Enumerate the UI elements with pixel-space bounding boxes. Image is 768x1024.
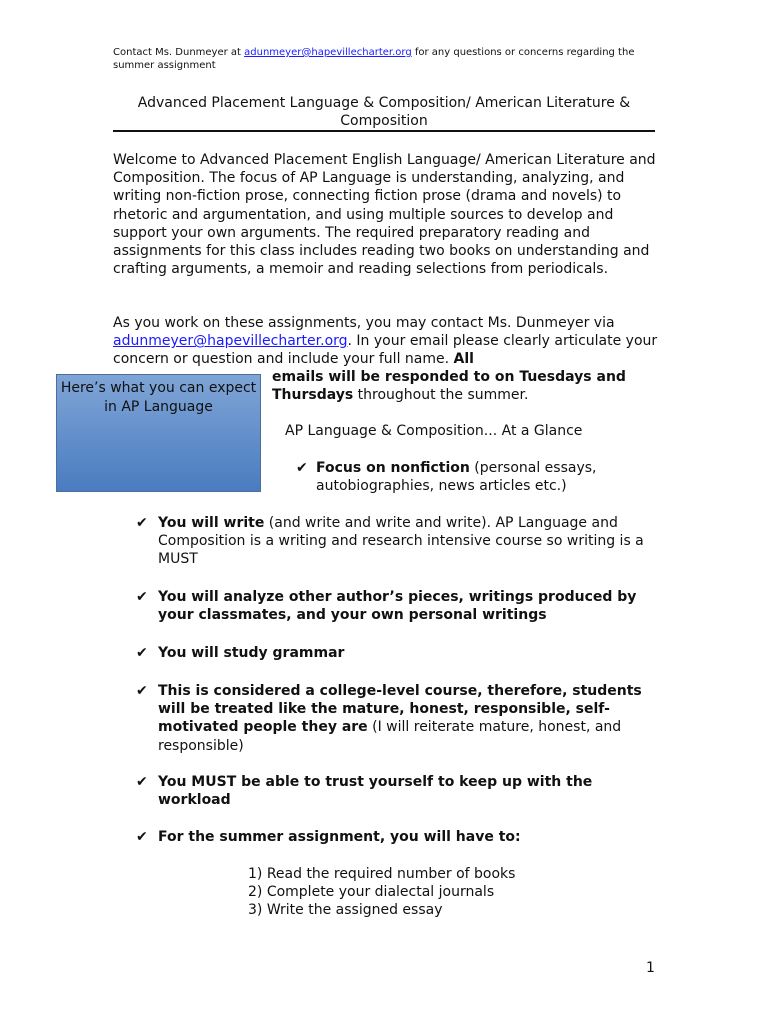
contact-paragraph — [113, 314, 658, 369]
item-bold: Focus on nonfiction — [316, 460, 470, 476]
item-bold: For the summer assignment, you will have to: — [158, 829, 521, 845]
header-suffix: for any questions or concerns regarding the summer assignment — [113, 47, 635, 71]
list-item — [296, 459, 656, 495]
checkmark-icon: ✔ — [136, 515, 148, 531]
checkmark-icon: ✔ — [136, 829, 148, 845]
list-item — [136, 514, 656, 569]
step-item: 3) Write the assigned essay — [248, 902, 443, 919]
assignment-steps — [248, 865, 515, 920]
contact-bold-1: All — [453, 351, 474, 368]
item-bold: You MUST be able to trust yourself to keep up with the workload — [158, 774, 593, 809]
page-number: 1 — [646, 960, 655, 976]
checkmark-icon: ✔ — [136, 589, 148, 605]
step-item: 1) Read the required number of books — [248, 866, 516, 882]
item-bold: You will study grammar — [158, 645, 345, 661]
step-item: 2) Complete your dialectal journals — [248, 884, 495, 901]
list-item — [136, 644, 656, 662]
checkmark-icon: ✔ — [136, 774, 148, 790]
item-bold: You will write — [158, 515, 265, 531]
callout-box: Here’s what you can expect in AP Language — [56, 374, 261, 492]
glance-heading: AP Language & Composition... At a Glance — [285, 423, 583, 439]
item-bold: You will analyze other author’s pieces, writings produced by your classmates, and your own personal writings — [158, 589, 637, 624]
header-email-link[interactable]: adunmeyer@hapevillecharter.org — [244, 47, 412, 58]
checkmark-icon: ✔ — [136, 683, 148, 699]
header-prefix: Contact Ms. Dunmeyer at — [113, 47, 245, 58]
intro-paragraph: Welcome to Advanced Placement English Language/ American Literature and Composition. The focus of AP Language is understanding, analyzing, and writing non-fiction prose, connecting fiction prose (drama and novels) to rhetoric and argumentation, and using multiple sources to develop and support your own arguments. The required preparatory reading and assignments for this class includes reading two books on understanding and crafting arguments, a memoir and reading selections from periodicals. — [113, 152, 656, 278]
contact-paragraph-continued — [272, 368, 662, 404]
list-item — [136, 828, 656, 846]
list-item — [136, 773, 656, 809]
checkmark-icon: ✔ — [136, 645, 148, 661]
contact-text-1: As you work on these assignments, you may contact Ms. Dunmeyer via — [113, 315, 615, 331]
contact-end: throughout the summer. — [353, 387, 529, 404]
contact-email-link[interactable]: adunmeyer@hapevillecharter.org — [113, 333, 348, 350]
title-rule — [113, 130, 655, 132]
list-item — [136, 682, 656, 755]
item-normal: (personal essays, autobiographies, news articles etc.) — [316, 460, 597, 495]
checkmark-icon: ✔ — [296, 460, 308, 476]
item-normal: (and write and write and write). AP Language and Composition is a writing and research intensive course so writing is a MUST — [158, 515, 644, 568]
document-title: Advanced Placement Language & Composition/ American Literature & Composition — [137, 95, 631, 129]
contact-text-2: . In your email please clearly articulate your concern or question and include your full name. — [113, 333, 658, 368]
item-normal: (I will reiterate mature, honest, and responsible) — [158, 719, 622, 754]
contact-header — [113, 46, 658, 72]
item-bold: This is considered a college-level course, therefore, students will be treated like the mature, honest, responsible, self-motivated people they are — [158, 683, 642, 736]
contact-bold-2: emails will be responded to on Tuesdays and Thursdays — [272, 369, 626, 404]
list-item — [136, 588, 656, 624]
